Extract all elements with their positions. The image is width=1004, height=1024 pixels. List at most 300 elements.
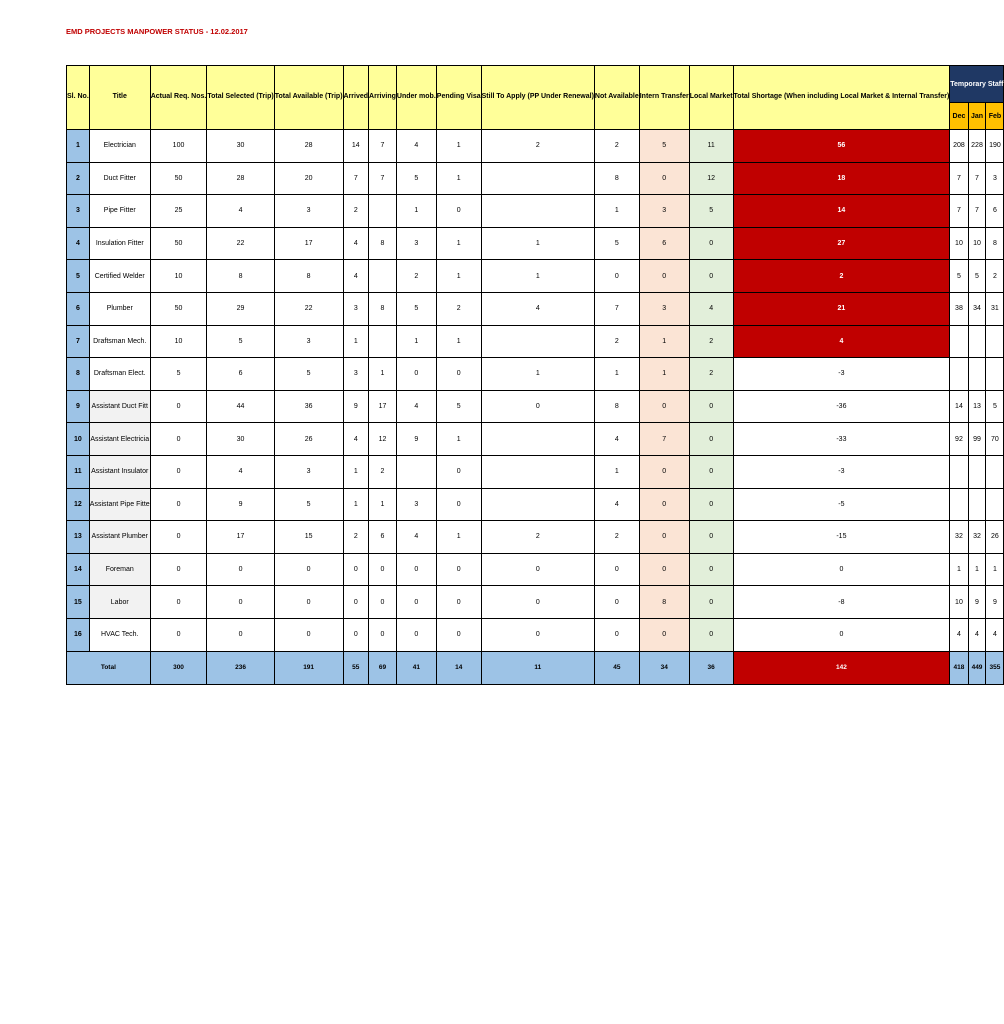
row-cell-pending: 0 — [436, 586, 481, 619]
row-cell-intern: 0 — [639, 553, 689, 586]
row-cell-under: 1 — [396, 325, 436, 358]
row-cell-dec: 38 — [950, 292, 968, 325]
row-cell-intern: 0 — [639, 390, 689, 423]
row-cell-selected: 0 — [207, 618, 274, 651]
row-cell-selected: 44 — [207, 390, 274, 423]
row-cell-dec: 32 — [950, 521, 968, 554]
row-sl-no: 12 — [67, 488, 90, 521]
row-cell-pending: 0 — [436, 618, 481, 651]
row-cell-local: 4 — [689, 292, 733, 325]
row-cell-still — [481, 325, 594, 358]
row-cell-actual: 0 — [150, 423, 207, 456]
row-cell-selected: 28 — [207, 162, 274, 195]
row-cell-jan: 99 — [968, 423, 986, 456]
row-cell-arrived: 0 — [343, 618, 369, 651]
row-cell-feb: 4 — [986, 618, 1004, 651]
row-cell-selected: 30 — [207, 423, 274, 456]
row-cell-arrived: 2 — [343, 521, 369, 554]
row-cell-shortage: 4 — [733, 325, 950, 358]
row-cell-local: 0 — [689, 521, 733, 554]
row-cell-still: 0 — [481, 390, 594, 423]
table-row — [67, 455, 1004, 488]
row-cell-selected: 30 — [207, 130, 274, 163]
row-cell-dec — [950, 455, 968, 488]
header-arrived: Arrived — [343, 66, 369, 130]
row-cell-shortage: -33 — [733, 423, 950, 456]
row-cell-jan: 4 — [968, 618, 986, 651]
row-cell-feb: 3 — [986, 162, 1004, 195]
row-sl-no: 3 — [67, 195, 90, 228]
row-cell-available: 15 — [274, 521, 343, 554]
row-cell-pending: 1 — [436, 325, 481, 358]
row-cell-intern: 1 — [639, 358, 689, 391]
row-cell-dec: 4 — [950, 618, 968, 651]
row-cell-intern: 6 — [639, 227, 689, 260]
row-cell-arrived: 2 — [343, 195, 369, 228]
row-cell-still: 4 — [481, 292, 594, 325]
row-sl-no: 10 — [67, 423, 90, 456]
row-cell-still: 1 — [481, 358, 594, 391]
row-cell-pending: 5 — [436, 390, 481, 423]
row-cell-selected: 0 — [207, 553, 274, 586]
total-cell-selected: 236 — [207, 651, 274, 684]
row-cell-notavail: 0 — [594, 553, 639, 586]
row-cell-pending: 0 — [436, 455, 481, 488]
row-cell-pending: 1 — [436, 521, 481, 554]
row-cell-jan — [968, 325, 986, 358]
row-sl-no: 8 — [67, 358, 90, 391]
row-cell-arriving — [369, 260, 397, 293]
row-cell-still — [481, 488, 594, 521]
row-title: Certified Welder — [89, 260, 150, 293]
row-cell-actual: 0 — [150, 455, 207, 488]
header-total-shortage: Total Shortage (When including Local Market & Internal Transfer) — [733, 66, 950, 130]
row-cell-local: 12 — [689, 162, 733, 195]
row-sl-no: 2 — [67, 162, 90, 195]
row-title: Assistant Plumber — [89, 521, 150, 554]
row-cell-jan: 7 — [968, 195, 986, 228]
row-cell-feb — [986, 325, 1004, 358]
row-cell-notavail: 1 — [594, 455, 639, 488]
row-cell-jan: 13 — [968, 390, 986, 423]
row-cell-local: 0 — [689, 260, 733, 293]
row-cell-still: 1 — [481, 260, 594, 293]
row-cell-under: 0 — [396, 553, 436, 586]
row-cell-notavail: 0 — [594, 260, 639, 293]
row-cell-still: 0 — [481, 586, 594, 619]
row-cell-selected: 17 — [207, 521, 274, 554]
row-cell-shortage: 27 — [733, 227, 950, 260]
row-cell-selected: 4 — [207, 195, 274, 228]
row-cell-dec — [950, 358, 968, 391]
row-cell-intern: 0 — [639, 488, 689, 521]
row-cell-notavail: 4 — [594, 423, 639, 456]
header-arriving: Arriving — [369, 66, 397, 130]
row-cell-selected: 6 — [207, 358, 274, 391]
row-cell-pending: 0 — [436, 553, 481, 586]
row-title: Insulation Fitter — [89, 227, 150, 260]
row-cell-intern: 3 — [639, 195, 689, 228]
row-sl-no: 4 — [67, 227, 90, 260]
row-cell-available: 5 — [274, 488, 343, 521]
row-cell-shortage: 0 — [733, 553, 950, 586]
row-cell-actual: 100 — [150, 130, 207, 163]
row-cell-selected: 22 — [207, 227, 274, 260]
row-cell-feb: 1 — [986, 553, 1004, 586]
row-cell-shortage: 2 — [733, 260, 950, 293]
row-cell-shortage: 56 — [733, 130, 950, 163]
total-cell-actual: 300 — [150, 651, 207, 684]
row-cell-under — [396, 455, 436, 488]
row-cell-jan — [968, 488, 986, 521]
row-cell-under: 0 — [396, 618, 436, 651]
total-cell-shortage: 142 — [733, 651, 950, 684]
row-cell-actual: 50 — [150, 292, 207, 325]
row-cell-arriving: 1 — [369, 358, 397, 391]
row-cell-feb: 2 — [986, 260, 1004, 293]
row-title: Electrician — [89, 130, 150, 163]
row-cell-arriving: 7 — [369, 162, 397, 195]
row-cell-notavail: 8 — [594, 390, 639, 423]
row-cell-still: 2 — [481, 130, 594, 163]
table-row — [67, 423, 1004, 456]
row-cell-local: 2 — [689, 325, 733, 358]
row-cell-actual: 25 — [150, 195, 207, 228]
row-cell-arriving: 8 — [369, 227, 397, 260]
row-cell-jan: 10 — [968, 227, 986, 260]
table-row — [67, 162, 1004, 195]
row-title: Pipe Fitter — [89, 195, 150, 228]
total-cell-notavail: 45 — [594, 651, 639, 684]
row-cell-dec: 208 — [950, 130, 968, 163]
total-cell-still: 11 — [481, 651, 594, 684]
row-cell-under: 3 — [396, 488, 436, 521]
header-intern-transfer: Intern Transfer — [639, 66, 689, 130]
row-cell-available: 0 — [274, 586, 343, 619]
row-cell-jan: 5 — [968, 260, 986, 293]
row-cell-local: 0 — [689, 227, 733, 260]
row-cell-under: 3 — [396, 227, 436, 260]
row-cell-jan — [968, 455, 986, 488]
table-row — [67, 390, 1004, 423]
row-sl-no: 7 — [67, 325, 90, 358]
row-cell-arriving: 12 — [369, 423, 397, 456]
row-cell-dec: 10 — [950, 227, 968, 260]
header-still-to-apply: Still To Apply (PP Under Renewal) — [481, 66, 594, 130]
row-cell-selected: 4 — [207, 455, 274, 488]
total-row — [67, 651, 1004, 684]
row-cell-under: 5 — [396, 162, 436, 195]
table-row — [67, 488, 1004, 521]
row-cell-still — [481, 162, 594, 195]
total-label: Total — [67, 651, 151, 684]
row-cell-arriving — [369, 325, 397, 358]
row-cell-intern: 5 — [639, 130, 689, 163]
row-cell-under: 0 — [396, 586, 436, 619]
row-cell-arriving: 8 — [369, 292, 397, 325]
row-cell-shortage: -8 — [733, 586, 950, 619]
row-cell-available: 8 — [274, 260, 343, 293]
row-cell-arrived: 1 — [343, 488, 369, 521]
row-sl-no: 13 — [67, 521, 90, 554]
row-sl-no: 16 — [67, 618, 90, 651]
row-cell-local: 5 — [689, 195, 733, 228]
table-row — [67, 260, 1004, 293]
row-cell-intern: 3 — [639, 292, 689, 325]
row-cell-arrived: 9 — [343, 390, 369, 423]
row-cell-still: 0 — [481, 553, 594, 586]
row-cell-feb — [986, 488, 1004, 521]
row-cell-notavail: 2 — [594, 325, 639, 358]
row-cell-pending: 0 — [436, 488, 481, 521]
row-cell-feb: 190 — [986, 130, 1004, 163]
row-cell-jan — [968, 358, 986, 391]
table-row — [67, 130, 1004, 163]
row-cell-available: 26 — [274, 423, 343, 456]
row-cell-actual: 10 — [150, 325, 207, 358]
row-cell-dec: 7 — [950, 195, 968, 228]
row-cell-actual: 0 — [150, 618, 207, 651]
row-sl-no: 9 — [67, 390, 90, 423]
row-cell-intern: 8 — [639, 586, 689, 619]
table-row — [67, 586, 1004, 619]
row-cell-still — [481, 195, 594, 228]
row-cell-available: 3 — [274, 455, 343, 488]
header-local-market: Local Market — [689, 66, 733, 130]
row-cell-under: 4 — [396, 521, 436, 554]
header-total-available: Total Available (Trip) — [274, 66, 343, 130]
row-sl-no: 5 — [67, 260, 90, 293]
header-month-jan: Jan — [968, 103, 986, 130]
row-cell-arrived: 7 — [343, 162, 369, 195]
row-title: Assistant Pipe Fitte — [89, 488, 150, 521]
row-cell-selected: 0 — [207, 586, 274, 619]
row-cell-arrived: 4 — [343, 227, 369, 260]
row-cell-feb: 8 — [986, 227, 1004, 260]
row-cell-available: 0 — [274, 553, 343, 586]
row-cell-shortage: -3 — [733, 358, 950, 391]
row-cell-available: 3 — [274, 195, 343, 228]
row-cell-available: 3 — [274, 325, 343, 358]
row-cell-pending: 1 — [436, 130, 481, 163]
row-cell-available: 5 — [274, 358, 343, 391]
row-cell-under: 1 — [396, 195, 436, 228]
row-cell-under: 5 — [396, 292, 436, 325]
row-cell-local: 2 — [689, 358, 733, 391]
row-cell-still — [481, 455, 594, 488]
row-cell-dec: 7 — [950, 162, 968, 195]
row-cell-notavail: 5 — [594, 227, 639, 260]
table-row — [67, 553, 1004, 586]
row-cell-shortage: 18 — [733, 162, 950, 195]
row-cell-local: 0 — [689, 455, 733, 488]
row-cell-under: 0 — [396, 358, 436, 391]
row-title: Labor — [89, 586, 150, 619]
row-cell-arriving: 1 — [369, 488, 397, 521]
row-cell-available: 28 — [274, 130, 343, 163]
row-sl-no: 14 — [67, 553, 90, 586]
row-cell-available: 17 — [274, 227, 343, 260]
row-cell-notavail: 7 — [594, 292, 639, 325]
row-title: Plumber — [89, 292, 150, 325]
row-cell-shortage: 21 — [733, 292, 950, 325]
total-cell-pending: 14 — [436, 651, 481, 684]
row-title: Assistant Insulator — [89, 455, 150, 488]
header-title: Title — [89, 66, 150, 130]
row-cell-intern: 0 — [639, 162, 689, 195]
row-cell-still — [481, 423, 594, 456]
row-cell-dec: 1 — [950, 553, 968, 586]
row-cell-shortage: -3 — [733, 455, 950, 488]
row-cell-under: 9 — [396, 423, 436, 456]
row-cell-actual: 0 — [150, 390, 207, 423]
row-cell-actual: 0 — [150, 553, 207, 586]
row-cell-pending: 1 — [436, 260, 481, 293]
row-cell-arrived: 3 — [343, 292, 369, 325]
row-cell-shortage: 14 — [733, 195, 950, 228]
row-cell-still: 2 — [481, 521, 594, 554]
row-cell-local: 0 — [689, 618, 733, 651]
row-cell-shortage: -15 — [733, 521, 950, 554]
row-cell-arriving: 2 — [369, 455, 397, 488]
row-cell-notavail: 2 — [594, 521, 639, 554]
row-cell-notavail: 0 — [594, 586, 639, 619]
row-cell-selected: 5 — [207, 325, 274, 358]
row-sl-no: 1 — [67, 130, 90, 163]
row-cell-dec — [950, 325, 968, 358]
header-not-available: Not Available — [594, 66, 639, 130]
row-cell-still: 0 — [481, 618, 594, 651]
row-cell-feb: 9 — [986, 586, 1004, 619]
row-cell-arriving: 17 — [369, 390, 397, 423]
row-cell-shortage: 0 — [733, 618, 950, 651]
total-cell-under: 41 — [396, 651, 436, 684]
row-cell-arrived: 4 — [343, 260, 369, 293]
row-cell-intern: 0 — [639, 260, 689, 293]
row-cell-notavail: 8 — [594, 162, 639, 195]
row-cell-pending: 2 — [436, 292, 481, 325]
row-cell-feb: 26 — [986, 521, 1004, 554]
row-cell-feb: 6 — [986, 195, 1004, 228]
row-cell-intern: 1 — [639, 325, 689, 358]
row-cell-still: 1 — [481, 227, 594, 260]
row-cell-jan: 7 — [968, 162, 986, 195]
report-title: EMD PROJECTS MANPOWER STATUS - 12.02.2017 — [66, 27, 248, 36]
row-cell-feb: 70 — [986, 423, 1004, 456]
total-cell-available: 191 — [274, 651, 343, 684]
row-cell-local: 0 — [689, 553, 733, 586]
row-cell-actual: 50 — [150, 162, 207, 195]
row-cell-shortage: -36 — [733, 390, 950, 423]
row-cell-dec: 10 — [950, 586, 968, 619]
row-cell-pending: 0 — [436, 358, 481, 391]
row-cell-notavail: 2 — [594, 130, 639, 163]
row-cell-pending: 1 — [436, 423, 481, 456]
row-cell-notavail: 0 — [594, 618, 639, 651]
row-title: Draftsman Mech. — [89, 325, 150, 358]
row-cell-available: 22 — [274, 292, 343, 325]
row-cell-arriving: 7 — [369, 130, 397, 163]
row-cell-actual: 0 — [150, 586, 207, 619]
row-cell-shortage: -5 — [733, 488, 950, 521]
table-row — [67, 227, 1004, 260]
row-cell-under: 2 — [396, 260, 436, 293]
row-cell-under: 4 — [396, 130, 436, 163]
header-total-selected: Total Selected (Trip) — [207, 66, 274, 130]
row-cell-arriving: 0 — [369, 586, 397, 619]
row-cell-pending: 0 — [436, 195, 481, 228]
row-cell-selected: 8 — [207, 260, 274, 293]
row-cell-local: 0 — [689, 488, 733, 521]
row-title: Duct Fitter — [89, 162, 150, 195]
row-cell-intern: 7 — [639, 423, 689, 456]
row-cell-intern: 0 — [639, 455, 689, 488]
total-cell-dec: 418 — [950, 651, 968, 684]
row-cell-jan: 228 — [968, 130, 986, 163]
row-cell-arrived: 1 — [343, 455, 369, 488]
row-cell-dec — [950, 488, 968, 521]
row-sl-no: 6 — [67, 292, 90, 325]
row-cell-selected: 29 — [207, 292, 274, 325]
table-row — [67, 292, 1004, 325]
header-month-feb: Feb — [986, 103, 1004, 130]
row-cell-dec: 5 — [950, 260, 968, 293]
row-cell-jan: 34 — [968, 292, 986, 325]
header-actual-req: Actual Req. Nos. — [150, 66, 207, 130]
header-pending-visa: Pending Visa — [436, 66, 481, 130]
row-cell-notavail: 1 — [594, 358, 639, 391]
row-cell-dec: 14 — [950, 390, 968, 423]
row-cell-available: 36 — [274, 390, 343, 423]
header-sl-no: Sl. No. — [67, 66, 90, 130]
total-cell-arrived: 55 — [343, 651, 369, 684]
row-cell-arriving: 6 — [369, 521, 397, 554]
row-cell-local: 0 — [689, 390, 733, 423]
total-cell-local: 36 — [689, 651, 733, 684]
row-cell-pending: 1 — [436, 162, 481, 195]
row-cell-under: 4 — [396, 390, 436, 423]
row-cell-intern: 0 — [639, 618, 689, 651]
total-cell-intern: 34 — [639, 651, 689, 684]
row-cell-feb: 5 — [986, 390, 1004, 423]
row-cell-arriving: 0 — [369, 618, 397, 651]
row-cell-arrived: 0 — [343, 553, 369, 586]
row-cell-arriving — [369, 195, 397, 228]
manpower-status-table — [66, 65, 1004, 685]
row-cell-pending: 1 — [436, 227, 481, 260]
table-row — [67, 358, 1004, 391]
row-title: Assistant Electricia — [89, 423, 150, 456]
table-row — [67, 521, 1004, 554]
table-row — [67, 195, 1004, 228]
row-title: Assistant Duct Fitt — [89, 390, 150, 423]
row-cell-selected: 9 — [207, 488, 274, 521]
row-cell-dec: 92 — [950, 423, 968, 456]
header-month-dec: Dec — [950, 103, 968, 130]
row-title: HVAC Tech. — [89, 618, 150, 651]
row-cell-notavail: 1 — [594, 195, 639, 228]
row-cell-feb — [986, 455, 1004, 488]
row-cell-feb — [986, 358, 1004, 391]
row-cell-jan: 32 — [968, 521, 986, 554]
row-cell-actual: 0 — [150, 488, 207, 521]
row-cell-jan: 9 — [968, 586, 986, 619]
row-title: Foreman — [89, 553, 150, 586]
row-cell-arrived: 3 — [343, 358, 369, 391]
row-cell-local: 11 — [689, 130, 733, 163]
row-sl-no: 11 — [67, 455, 90, 488]
row-title: Draftsman Elect. — [89, 358, 150, 391]
